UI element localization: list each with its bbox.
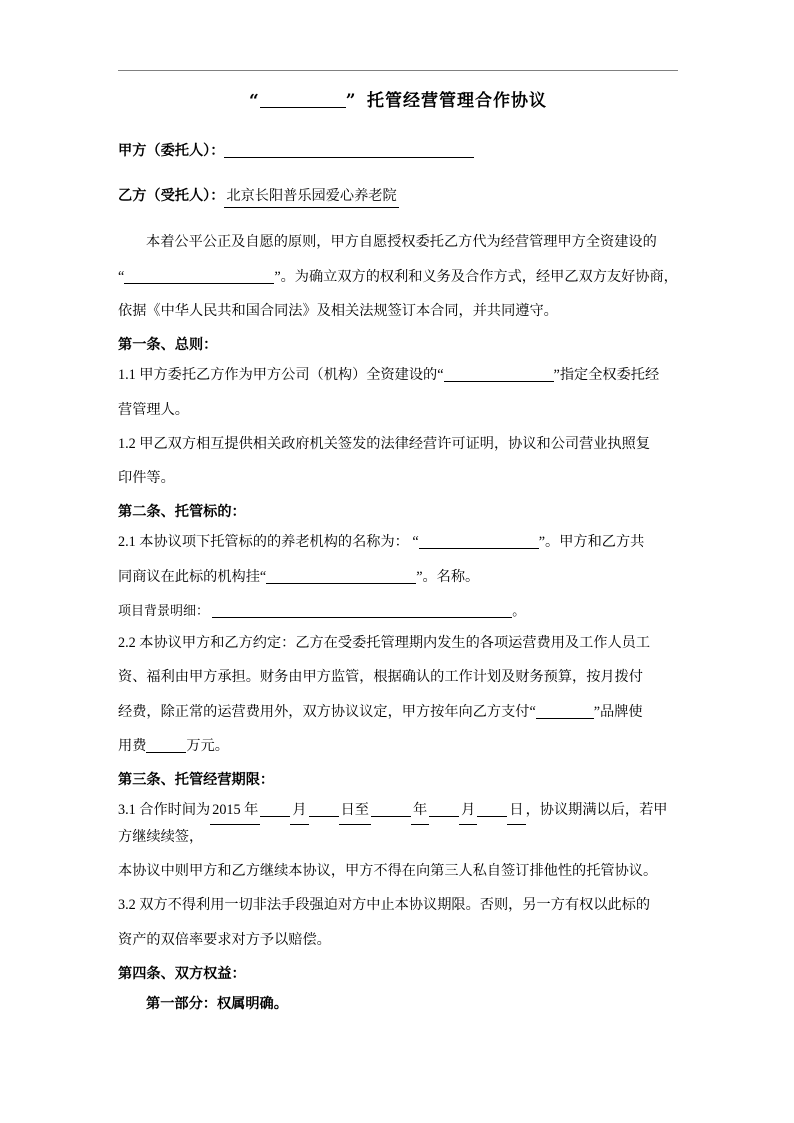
clause-3-1-day2-blank [477, 816, 507, 817]
party-b-label: 乙方（受托人）： [118, 187, 225, 204]
clause-3-1-year2: 年 [411, 798, 429, 824]
clause-3-1-month: 月 [290, 798, 308, 824]
preamble-open-quote: “ [118, 268, 125, 285]
title-blank-line [260, 107, 346, 108]
clause-3-1-month2-blank [429, 816, 459, 817]
clause-2-2-line2 [118, 665, 678, 690]
clause-1-2-line1 [118, 432, 678, 457]
preamble-text-1: 本着公平公正及自愿的原则，甲方自愿授权委托乙方代为经营管理甲方全资建设的 [146, 234, 657, 251]
preamble-line-3 [118, 299, 678, 324]
clause-2-2-line1 [118, 631, 678, 656]
clause-2-1-text-a: 2.1 本协议项下托管标的的养老机构的名称为： [118, 534, 409, 551]
clause-3-1-day2: 日 [507, 798, 525, 824]
preamble-line-2 [118, 265, 678, 290]
clause-2-2-line4 [118, 734, 678, 759]
clause-3-1-year: 2015 年 [210, 798, 260, 824]
clause-2-2-text-line1: 2.2 本协议甲方和乙方约定：乙方在受委托管理期内发生的各项运营费用及工作人员工 [118, 635, 651, 652]
section-4-sub-heading-text: 第一部分：权属明确。 [146, 995, 288, 1012]
clause-1-1-line1 [118, 363, 678, 388]
clause-3-2-text-line1: 3.2 双方不得利用一切非法手段强迫对方中止本协议期限。否则，另一方有权以此标的 [118, 897, 651, 914]
clause-2-1-text-c: 同商议在此标的机构挂“ [118, 568, 267, 585]
party-a-blank [224, 157, 474, 158]
party-b-row [118, 185, 678, 209]
clause-3-1-line1 [118, 798, 678, 850]
clause-2-2-blank-brand [536, 718, 594, 719]
clause-1-2-text-line2: 印件等。 [118, 470, 175, 487]
clause-3-1-text-b: ，协议期满以后，若甲方继续续签， [118, 802, 668, 845]
preamble-blank [124, 283, 274, 284]
clause-2-1-line2 [118, 565, 678, 590]
clause-1-2-text-line1: 1.2 甲乙双方相互提供相关政府机关签发的法律经营许可证明，协议和公司营业执照复 [118, 435, 651, 452]
clause-2-2-text-line4-b: 万元。 [186, 738, 229, 755]
clause-2-1-blank-2 [266, 583, 416, 584]
project-background-blank [212, 617, 512, 618]
party-a-label: 甲方（委托人）： [118, 142, 225, 159]
party-b-value: 北京长阳普乐园爱心养老院 [224, 185, 398, 209]
clause-2-2-line3 [118, 700, 678, 725]
clause-3-1-day: 日至 [339, 798, 371, 824]
section-3-heading-text: 第三条、托管经营期限： [118, 772, 275, 789]
clause-3-1-month2: 月 [459, 798, 477, 824]
section-2-heading [118, 500, 678, 524]
project-background-label: 项目背景明细： [118, 603, 210, 619]
clause-2-2-text-line4-a: 用费 [118, 738, 147, 755]
clause-2-1-line1 [118, 530, 678, 555]
preamble-line-1 [118, 230, 678, 255]
title-close-quote: ” [345, 91, 357, 111]
title-open-quote: “ [248, 91, 260, 111]
title-main-text: 托管经营管理合作协议 [367, 91, 548, 110]
section-3-heading [118, 768, 678, 792]
section-1-heading [118, 333, 678, 357]
section-4-heading [118, 962, 678, 986]
clause-1-1-blank [444, 381, 554, 382]
clause-2-2-text-line2: 资、福利由甲方承担。财务由甲方监管，根据确认的工作计划及财务预算，按月拨付 [118, 669, 643, 686]
party-a-row [118, 140, 678, 163]
clause-3-1-text-a: 3.1 合作时间为 [118, 802, 211, 819]
clause-3-1-month-blank [260, 816, 290, 817]
section-4-sub-heading [118, 992, 678, 1016]
clause-2-1-text-d: ”。名称。 [416, 568, 480, 585]
clause-3-1-text-line2: 本协议中则甲方和乙方继续本协议，甲方不得在向第三人私自签订排他性的托管协议。 [118, 863, 658, 879]
section-4-heading-text: 第四条、双方权益： [118, 965, 246, 982]
preamble-text-3: 依据《中华人民共和国合同法》及相关法规签订本合同，并共同遵守。 [118, 302, 558, 319]
clause-3-1-year2-blank [371, 816, 411, 817]
clause-3-2-line2 [118, 928, 678, 953]
project-background-line [118, 599, 678, 622]
document-title [118, 89, 678, 114]
clause-1-1-line2 [118, 398, 678, 423]
project-background-end: 。 [512, 603, 526, 619]
header-rule [118, 70, 678, 71]
clause-2-2-text-line3-a: 经费，除正常的运营费用外，双方协议议定，甲方按年向乙方支付“ [118, 703, 536, 720]
clause-2-1-blank-1 [419, 548, 539, 549]
section-1-heading-text: 第一条、总则： [118, 337, 218, 354]
clause-2-2-text-line3-b: ”品牌使 [593, 703, 643, 720]
clause-3-2-text-line2: 资产的双倍率要求对方予以赔偿。 [118, 931, 331, 948]
clause-1-1-text-line2: 营管理人。 [118, 401, 189, 418]
clause-3-2-line1 [118, 893, 678, 918]
clause-3-1-line2 [118, 859, 678, 884]
document-body [118, 70, 678, 1022]
clause-1-1-text-after: ”指定全权委托经 [553, 367, 660, 384]
clause-1-1-text-before: 1.1 甲方委托乙方作为甲方公司（机构）全资建设的“ [118, 367, 444, 384]
preamble-text-2: ”。为确立双方的权利和义务及合作方式，经甲乙双方友好协商， [274, 268, 678, 285]
clause-1-2-line2 [118, 466, 678, 491]
clause-2-1-open-quote: “ [412, 534, 419, 551]
section-2-heading-text: 第二条、托管标的： [118, 504, 246, 521]
clause-2-1-text-b: ”。甲方和乙方共 [538, 534, 645, 551]
clause-3-1-day-blank [309, 816, 339, 817]
clause-2-2-blank-amount [146, 752, 186, 753]
